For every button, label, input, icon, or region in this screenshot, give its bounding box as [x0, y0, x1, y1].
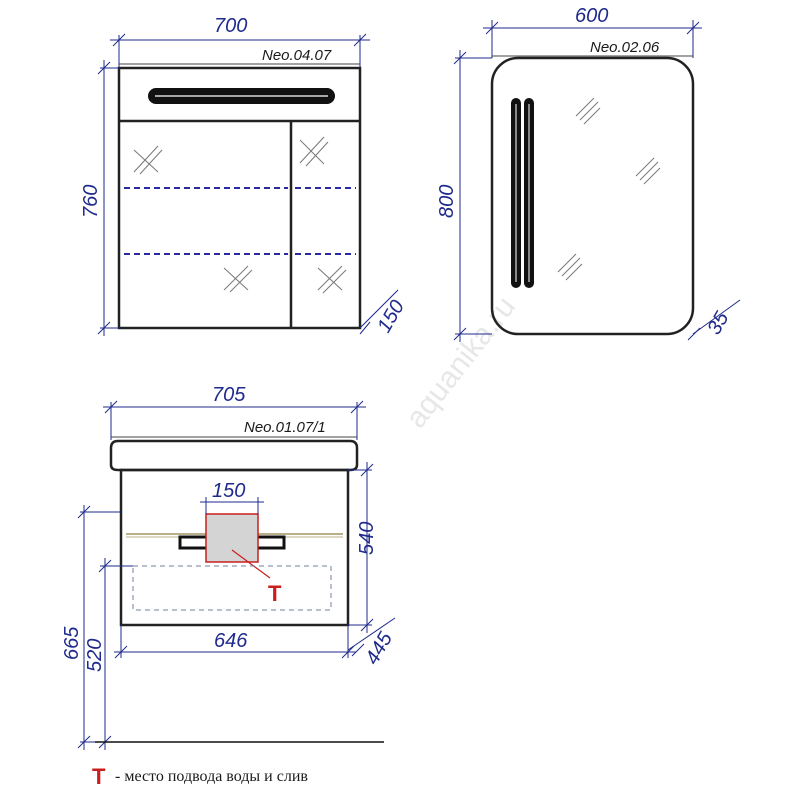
- cabinet-width-label: 700: [214, 15, 248, 37]
- mirror-model-label: Neo.02.06: [590, 39, 660, 56]
- vanity-model-label: Neo.01.07/1: [244, 419, 326, 436]
- cabinet-model-label: Neo.04.07: [262, 47, 332, 64]
- mirror-depth-label: 35: [703, 308, 734, 339]
- vanity-total-height-label: 665: [61, 626, 83, 660]
- mirror-width-label: 600: [575, 5, 609, 27]
- vanity-countertop: [111, 441, 357, 470]
- vanity-top-width-label: 705: [212, 384, 246, 406]
- mirror-height-label: 800: [436, 184, 458, 218]
- cabinet-height-label: 760: [80, 184, 102, 218]
- vanity-siphon-outline: [133, 566, 331, 610]
- legend: [92, 764, 308, 789]
- cabinet-body: [119, 68, 360, 328]
- vanity-inner-width-label: 646: [214, 630, 248, 652]
- vanity-floor-height-label: 520: [84, 638, 106, 672]
- connection-width-label: 150: [212, 480, 246, 502]
- vanity-depth-label: 445: [361, 628, 398, 669]
- legend-text: - место подвода воды и слив: [115, 768, 308, 785]
- water-connection-zone: [206, 514, 258, 562]
- vanity-drawer-height-label: 540: [356, 521, 378, 555]
- connection-marker: T: [268, 581, 282, 606]
- vanity-drawing: [61, 384, 397, 750]
- cabinet-drawing: [80, 15, 409, 337]
- cabinet-depth-label: 150: [373, 296, 410, 337]
- mirror-drawing: [436, 5, 740, 342]
- legend-marker: T: [92, 764, 106, 789]
- watermark-text: aquanika.ru: [399, 290, 523, 435]
